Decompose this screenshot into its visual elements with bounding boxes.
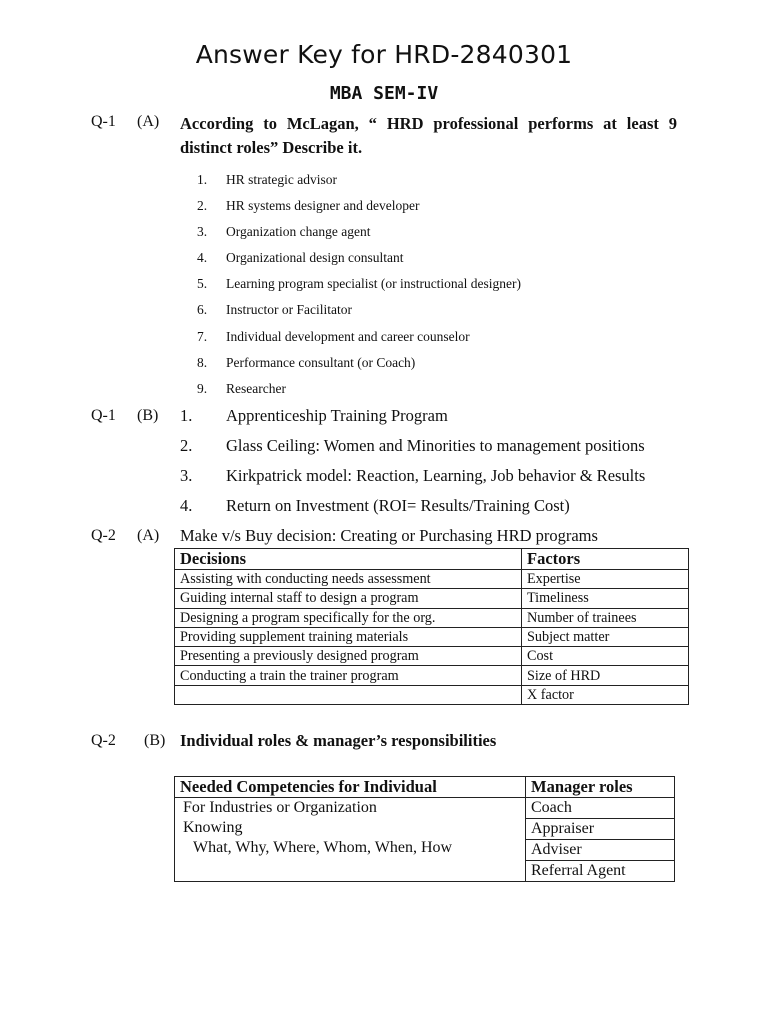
list-item: [197, 327, 521, 353]
list-item: [180, 494, 645, 524]
list-item: [180, 404, 645, 434]
table-row: [175, 570, 689, 589]
table-cell: Conducting a train the trainer program: [175, 666, 522, 685]
q2a-heading: Make v/s Buy decision: Creating or Purchasing HRD programs: [180, 526, 598, 545]
list-item: [197, 379, 521, 405]
q1a-question-line1: According to McLagan, “ HRD professional performs at least 9: [180, 114, 677, 133]
table-row: [175, 685, 689, 704]
competency-line: For Industries or Organization: [183, 799, 377, 816]
list-item-text: Apprenticeship Training Program: [226, 406, 448, 425]
table-cell: X factor: [522, 685, 689, 704]
table-cell: Timeliness: [522, 589, 689, 608]
list-item-number: 6.: [197, 302, 208, 318]
list-item: [180, 464, 645, 494]
list-item-text: HR systems designer and developer: [226, 198, 420, 214]
competencies-cell: [175, 798, 526, 882]
list-item-number: 9.: [197, 380, 208, 396]
table-cell: [175, 685, 522, 704]
table-row: [175, 608, 689, 627]
list-item-text: Instructor or Facilitator: [226, 302, 352, 318]
column-header-decisions: Decisions: [175, 549, 522, 570]
list-item-text: Organization change agent: [226, 224, 371, 240]
list-item-text: Kirkpatrick model: Reaction, Learning, Job behavior & Results: [226, 466, 646, 485]
table-cell: Referral Agent: [526, 861, 675, 882]
list-item: [197, 248, 521, 274]
competency-line: Knowing: [183, 819, 243, 836]
column-header-manager-roles: Manager roles: [526, 777, 675, 798]
q1a-number: Q-1: [91, 113, 116, 130]
list-item-text: Glass Ceiling: Women and Minorities to management positions: [226, 436, 645, 455]
q1a-role-list: [197, 170, 521, 405]
list-item: [197, 353, 521, 379]
make-buy-table: [174, 548, 689, 705]
competency-line: What, Why, Where, Whom, When, How: [193, 839, 453, 856]
table-header-row: [175, 549, 689, 570]
list-item-text: Return on Investment (ROI= Results/Training Cost): [226, 496, 570, 515]
list-item-number: 4.: [180, 496, 193, 515]
q2b-heading: Individual roles & manager’s responsibilities: [180, 731, 497, 750]
q1a-question: [180, 112, 677, 160]
q2b-part: (B): [144, 732, 166, 749]
list-item-number: 7.: [197, 328, 208, 344]
table-cell: Providing supplement training materials: [175, 627, 522, 646]
page-title: Answer Key for HRD-2840301: [195, 40, 573, 69]
q1a-question-line2: distinct roles” Describe it.: [180, 138, 363, 157]
list-item-text: Individual development and career counselor: [226, 328, 470, 344]
table-row: [175, 647, 689, 666]
table-cell: Expertise: [522, 570, 689, 589]
table-row: [175, 666, 689, 685]
table-cell: Appraiser: [526, 819, 675, 840]
list-item: [197, 300, 521, 326]
list-item-number: 8.: [197, 354, 208, 370]
competencies-table: [174, 776, 675, 882]
list-item-text: HR strategic advisor: [226, 172, 337, 187]
table-row: [175, 627, 689, 646]
list-item-number: 1.: [180, 406, 193, 425]
table-cell: Size of HRD: [522, 666, 689, 685]
list-item-text: Performance consultant (or Coach): [226, 354, 416, 370]
q1b-part: (B): [137, 407, 159, 424]
page-subtitle: MBA SEM-IV: [329, 83, 439, 104]
table-cell: Cost: [522, 647, 689, 666]
table-cell: Presenting a previously designed program: [175, 647, 522, 666]
list-item-number: 5.: [197, 276, 208, 292]
list-item-text: Learning program specialist (or instructional designer): [226, 276, 522, 292]
table-row: [175, 798, 675, 819]
list-item: [197, 274, 521, 300]
table-cell: Guiding internal staff to design a program: [175, 589, 522, 608]
list-item: [197, 222, 521, 248]
q2b-number: Q-2: [91, 732, 116, 749]
list-item-number: 2.: [180, 436, 193, 455]
q1a-part: (A): [137, 113, 160, 130]
table-cell: Assisting with conducting needs assessment: [175, 570, 522, 589]
q1b-number: Q-1: [91, 407, 116, 424]
table-cell: Subject matter: [522, 627, 689, 646]
list-item-number: 1.: [197, 172, 208, 187]
q2a-number: Q-2: [91, 527, 116, 544]
q2a-part: (A): [137, 527, 160, 544]
table-cell: Designing a program specifically for the org.: [175, 608, 522, 627]
column-header-factors: Factors: [522, 549, 689, 570]
table-row: [175, 589, 689, 608]
list-item-number: 3.: [197, 224, 208, 240]
table-cell: Adviser: [526, 840, 675, 861]
list-item-text: Organizational design consultant: [226, 250, 404, 266]
list-item: [197, 170, 521, 196]
list-item-number: 3.: [180, 466, 193, 485]
q1b-answer-list: [180, 404, 645, 524]
column-header-competencies: Needed Competencies for Individual: [175, 777, 526, 798]
list-item: [197, 196, 521, 222]
list-item-number: 2.: [197, 198, 208, 214]
table-cell: Number of trainees: [522, 608, 689, 627]
list-item-text: Researcher: [226, 380, 286, 396]
list-item-number: 4.: [197, 250, 208, 266]
table-cell: Coach: [526, 798, 675, 819]
table-header-row: [175, 777, 675, 798]
list-item: [180, 434, 645, 464]
